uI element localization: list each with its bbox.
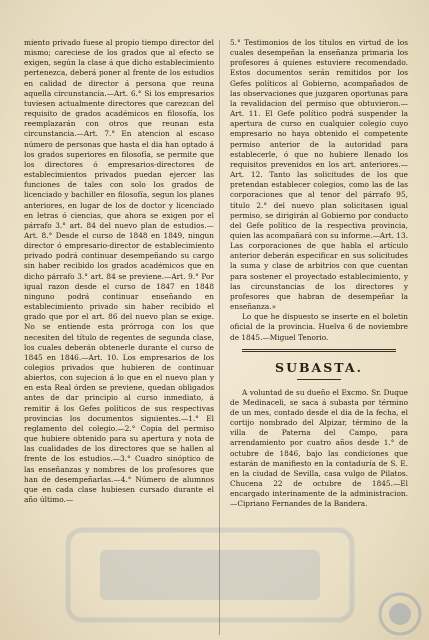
decree-continuation-text: 5.° Testimonios de los títulos en virtud de los cuales desempeñan la enseñanza primaria los profesores á quienes estuviere recomendado. Estos documentos serán remitidos por los Gefes políticos al Gobierno, acompañados de las observaciones que juzgaren oportunas para la revalidacion del permiso que obtuvieron.—Art. 11. El Gefe político podrá suspender la apertura de curso en cualquier colegio cuyo empresario no haya obtenido el competente permiso anterior de la autoridad para establecerle, ó que no hubiere llenado los requisitos prevenidos en los art. anteriores.—Art. 12. Tanto las solicitudes de los que pretendan establecer colegios, como las de las corporaciones que al tenor del párrafo 95, título 2.° del nuevo plan solicitasen igual permiso, se dirigirán al Gobierno por conducto del Gefe político de la respectiva provincia, quien las acompañará con su informe.—Art. 13. Las corporaciones de que habla el artículo anterior deberán especificar en sus solicitudes la suma y clase de arbitrios con que cuentan para sostener el proyectado establecimiento, y las circunstancias de los directores y profesores que habran de desempeñar la enseñanza.» xyxy=(230,38,408,312)
decree-articles-text: miento privado fuese al propio tiempo director del mismo; careciese de los grados que al efecto se exigen, según la clase á que dicho establecimiento pertenezca, deberá poner al frente de los estudios en calidad de director á persona que reuna aquella circunstancia.—Art. 6.° Si los empresarios tuviesen actualmente directores que carezcan del requisito de grados académicos en filosofía, los reemplazarán con otros que reunan esta circunstancia.—Art. 7.° En atencion al escaso número de personas que hasta el dia han optado á los grados superiores en filosofía, se permite que los directores ó empresarios-directores de establecimientos privados puedan ejercer las funciones de tales con solo los grados de licenciado y bachiller en filosofía, segun los planes anteriores, en lugar de los de doctor y licenciado en letras ó ciencias, que ahora se exigen por el párrafo 3.° art. 84 del nuevo plan de estudios.—Art. 8.° Desde el curso de 1848 en 1849, ningun director ó empresario-director de establecimiento privado podrá continuar desempeñando su cargo sin haber recibido los grados académicos que en dicho párrafo 3.° art. 84 se previene.—Art. 9.° Por igual razon desde el curso de 1847 en 1848 ninguno podrá continuar enseñando en establecimiento privado sin haber recibido el grado que por el art. 86 del nuevo plan se exige. No se entiende esta prórroga con los que necesiten del título de regentes de segunda clase, los cuales deberán obtenerle durante el curso de 1845 en 1846.—Art. 10. Los empresarios de los colegios privados que hubieren de continuar abiertos, con sujecion á lo que en el nuevo plan y en esta Real órden se previene, quedan obligados antes de dar principio al curso inmediato, á remitir á los Gefes políticos de sus respectivas provincias los documentos siguientes.—1.° El reglamento del colegio.—2.° Copia del permiso que hubiere obtenido para su apertura y nota de las cualidades de los directores que se hallen al frente de los estudios.—3.° Cuadro sinóptico de las enseñanzas y nombres de los profesores que han de desempeñarlas.—4.° Número de alumnos que en cada clase hubiesen cursado durante el año último.— xyxy=(24,38,214,505)
column-divider xyxy=(219,40,220,635)
section-separator-top xyxy=(242,349,396,350)
section-separator-bottom xyxy=(242,351,396,352)
auction-notice-text: A voluntad de su dueño el Excmo. Sr. Duque de Medinaceli, se saca á subasta por término de un mes, contado desde el dia de la fecha, el cortijo nombrado del Alpizar, término de la villa de Paterna del Campo, para arrendamiento por cuatro años desde 1.° de octubre de 1846, bajo las condiciones que estarán de manifiesto en la contaduría de S. E. en la ciudad de Sevilla, casa vulgo de Pilatos. Chucena 22 de octubre de 1845.—El encargado interinamente de la administracion.—Cipriano Fernandes de la Bandera. xyxy=(230,387,408,509)
right-column xyxy=(230,38,408,510)
archive-stamp-side-icon xyxy=(2,470,12,630)
title-underline xyxy=(297,379,341,380)
publication-order-text: Lo que he dispuesto se inserte en el boletin oficial de la provincia. Huelva 6 de noviembre de 1845.—Miguel Tenorio. xyxy=(230,312,408,342)
library-stamp-icon xyxy=(330,590,426,638)
left-column xyxy=(24,38,214,505)
section-title: SUBASTA. xyxy=(275,359,363,375)
